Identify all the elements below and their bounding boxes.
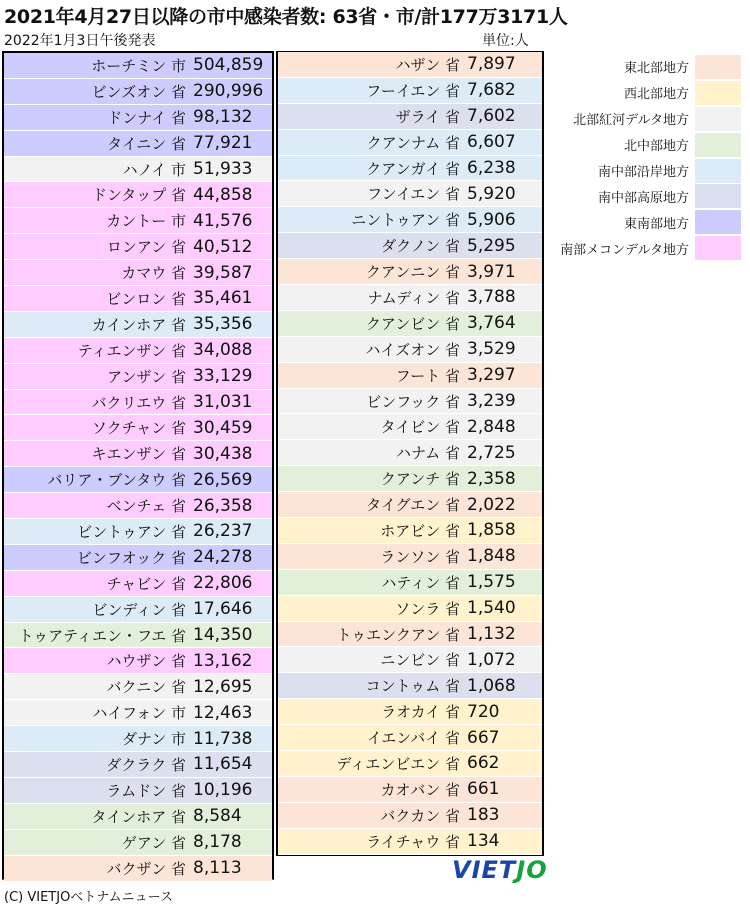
table-row [4, 105, 272, 131]
legend-item [552, 158, 748, 184]
table-row [4, 830, 272, 856]
table-row [278, 181, 542, 207]
case-count: 17,646 [193, 599, 253, 620]
province-name: ドンナイ 省 [107, 108, 186, 127]
province-name: フート 省 [395, 366, 460, 385]
province-name: ナムディン 省 [367, 288, 460, 307]
case-count: 6,607 [467, 132, 516, 153]
table-column-left [2, 51, 274, 880]
legend-item [552, 54, 748, 80]
province-name: ハノイ 市 [122, 160, 186, 179]
table-column-right [276, 51, 544, 856]
table-row [4, 157, 272, 183]
province-name: ホアビン 省 [380, 521, 460, 540]
province-name: ホーチミン 市 [91, 56, 186, 75]
province-name: ランソン 省 [380, 547, 460, 566]
table-row [278, 414, 542, 440]
province-name: クアンチ 省 [380, 470, 460, 489]
province-name: バリア・ブンタウ 省 [47, 471, 186, 490]
table-row [278, 699, 542, 725]
case-count: 134 [467, 831, 500, 852]
table-row [4, 545, 272, 571]
case-count: 44,858 [193, 184, 253, 205]
table-row [278, 570, 542, 596]
table-row [4, 752, 272, 778]
table-row [4, 53, 272, 79]
table-row [4, 441, 272, 467]
province-name: ハザン 省 [395, 55, 460, 74]
case-count: 51,933 [193, 159, 253, 179]
province-name: ビンロン 省 [106, 289, 186, 308]
table-row [278, 725, 542, 751]
table-row [278, 622, 542, 648]
province-name: ダクラク 省 [106, 755, 186, 774]
province-name: ソンラ 省 [395, 599, 460, 618]
case-count: 1,072 [467, 649, 516, 670]
table-row [4, 519, 272, 545]
case-count: 183 [467, 805, 500, 826]
legend-swatch [695, 159, 741, 183]
province-name: トゥエンクアン 省 [336, 625, 460, 644]
case-count: 5,920 [467, 183, 516, 204]
case-count: 39,587 [193, 262, 253, 283]
table-row [4, 79, 272, 105]
table-row [278, 544, 542, 570]
table-row [4, 260, 272, 286]
legend-item [552, 209, 748, 235]
case-count: 2,848 [467, 416, 516, 437]
table-row [4, 131, 272, 157]
table-row [4, 674, 272, 700]
case-count: 661 [467, 779, 500, 800]
case-count: 720 [467, 701, 500, 722]
case-count: 1,858 [467, 520, 516, 541]
table-row [278, 518, 542, 544]
case-count: 26,569 [193, 469, 253, 490]
province-name: チャビン 省 [106, 574, 186, 593]
case-count: 290,996 [193, 81, 264, 102]
province-name: バクザン 省 [106, 859, 186, 878]
province-name: ビンフオック 省 [76, 548, 186, 567]
case-count: 40,512 [193, 236, 253, 257]
case-count: 5,295 [467, 235, 516, 256]
legend-swatch [695, 236, 741, 260]
case-count: 14,350 [193, 625, 253, 646]
province-name: ラオカイ 省 [381, 703, 460, 722]
table-row [278, 130, 542, 156]
province-name: ビンディン 省 [92, 600, 186, 619]
case-count: 1,575 [467, 572, 516, 593]
case-count: 3,788 [467, 287, 516, 308]
logo-part-jo: JO [516, 856, 548, 884]
case-count: 3,297 [467, 365, 516, 386]
table-row [278, 207, 542, 233]
province-name: ベンチェ 省 [106, 497, 186, 516]
province-name: バクカン 省 [380, 806, 460, 825]
province-name: バクニン 省 [106, 678, 186, 697]
legend-label: 東北部地方 [623, 61, 689, 77]
case-count: 7,602 [467, 106, 516, 127]
case-count: 3,764 [467, 313, 516, 334]
table-row [4, 364, 272, 390]
table-row [278, 777, 542, 803]
case-count: 12,463 [193, 702, 253, 723]
legend-label: 北中部地方 [623, 139, 689, 155]
province-name: アンザン 省 [107, 367, 186, 386]
case-count: 3,529 [467, 339, 516, 360]
table-row [4, 286, 272, 312]
table-row [4, 648, 272, 674]
page-title: 2021年4月27日以降の市中感染者数: 63省・市/計177万3171人 [4, 6, 568, 28]
province-name: ハイフォン 市 [92, 704, 186, 723]
province-name: フーイエン 省 [366, 81, 460, 100]
legend-label: 南部メコンデルタ地方 [560, 242, 689, 258]
table-row [278, 492, 542, 518]
legend-swatch [695, 55, 741, 79]
case-count: 13,162 [193, 650, 253, 671]
case-count: 12,695 [193, 676, 253, 697]
province-name: ロンアン 省 [106, 238, 186, 257]
province-name: ディエンビエン 省 [336, 754, 460, 773]
province-name: ハナム 省 [395, 444, 460, 463]
table-row [278, 440, 542, 466]
vietjo-logo [452, 856, 548, 884]
province-name: ティエンザン 省 [77, 341, 186, 360]
unit-label: 単位:人 [482, 33, 529, 49]
table-row [278, 233, 542, 259]
case-count: 8,584 [193, 806, 242, 827]
table-row [4, 571, 272, 597]
case-count: 41,576 [193, 210, 253, 231]
case-count: 98,132 [193, 107, 253, 128]
legend-label: 西北部地方 [623, 87, 689, 103]
legend-item [552, 183, 748, 209]
case-count: 30,459 [193, 417, 253, 438]
province-name: トゥアティエン・フエ 省 [18, 626, 186, 645]
case-count: 31,031 [193, 392, 253, 413]
table-row [278, 673, 542, 699]
province-name: タイグエン 省 [366, 496, 460, 515]
province-name: ビンフック 省 [366, 392, 460, 411]
legend-item [552, 235, 748, 261]
legend-swatch [695, 107, 741, 131]
case-count: 7,897 [467, 54, 516, 75]
province-name: ラムドン 省 [106, 781, 186, 800]
province-name: バクリエウ 省 [91, 393, 186, 412]
case-count: 8,113 [193, 858, 242, 879]
table-row [4, 700, 272, 726]
province-name: タイニン 省 [107, 134, 186, 153]
case-count: 10,196 [193, 780, 253, 801]
case-count: 34,088 [193, 340, 253, 361]
case-count: 2,022 [467, 494, 516, 515]
table-row [278, 104, 542, 130]
table-row [278, 311, 542, 337]
province-name: カインホア 省 [91, 315, 186, 334]
case-count: 1,132 [467, 624, 516, 645]
case-count: 35,461 [193, 288, 253, 309]
province-name: ザライ 省 [395, 107, 460, 126]
legend-swatch [695, 184, 741, 208]
case-count: 26,237 [193, 521, 253, 542]
table-row [278, 466, 542, 492]
province-name: クアンニン 省 [365, 263, 460, 282]
province-name: タインホア 省 [91, 807, 186, 826]
province-name: イエンバイ 省 [366, 729, 460, 748]
province-name: ダクノン 省 [381, 237, 460, 256]
legend-label: 南中部沿岸地方 [597, 165, 689, 180]
case-count: 667 [467, 727, 500, 748]
legend-label: 東南部地方 [623, 216, 689, 232]
case-count: 1,848 [467, 546, 516, 567]
province-name: ハティン 省 [381, 573, 460, 592]
case-count: 26,358 [193, 495, 253, 516]
province-name: カオバン 省 [380, 780, 460, 799]
table-row [4, 338, 272, 364]
legend-label: 南中部高原地方 [597, 190, 689, 206]
table-row [278, 337, 542, 363]
table-row [4, 467, 272, 493]
province-name: ニンビン 省 [380, 651, 460, 670]
case-count: 35,356 [193, 314, 253, 335]
table-row [278, 389, 542, 415]
case-count: 1,068 [467, 675, 516, 696]
case-count: 2,725 [467, 442, 516, 463]
table-row [278, 363, 542, 389]
table-row [4, 726, 272, 752]
table-row [278, 647, 542, 673]
table-row [4, 856, 272, 882]
table-row [278, 285, 542, 311]
case-count: 6,238 [467, 158, 516, 178]
case-count: 30,438 [193, 443, 253, 464]
copyright-footer: (C) VIETJOベトナムニュース [4, 890, 174, 905]
table-row [4, 312, 272, 338]
province-name: クアンビン 省 [365, 314, 460, 333]
province-name: ライチャウ 省 [366, 832, 460, 851]
table-row [4, 804, 272, 830]
province-name: ドンタップ 省 [91, 186, 186, 205]
province-name: クアンナム 省 [366, 133, 460, 152]
province-name: ゲアン 省 [121, 833, 186, 852]
case-count: 8,178 [193, 832, 242, 853]
case-count: 11,654 [193, 754, 253, 775]
legend-item [552, 132, 748, 158]
legend-swatch [695, 81, 741, 105]
province-name: ビンズオン 省 [91, 82, 186, 101]
table-row [278, 52, 542, 78]
province-name: コントゥム 省 [365, 677, 460, 696]
table-row [4, 390, 272, 416]
table-row [4, 182, 272, 208]
case-count: 22,806 [193, 573, 253, 594]
legend-swatch [695, 210, 741, 234]
case-count: 11,738 [193, 728, 253, 749]
table-row [278, 596, 542, 622]
table-row [4, 234, 272, 260]
case-count: 504,859 [193, 55, 264, 76]
province-name: キエンザン 省 [91, 445, 186, 464]
region-legend [552, 54, 748, 261]
table-row [278, 751, 542, 777]
province-name: ハウザン 省 [106, 652, 186, 671]
table-row [4, 415, 272, 441]
case-count: 7,682 [467, 80, 516, 101]
announcement-date: 2022年1月3日午後発表 [4, 33, 156, 49]
legend-swatch [695, 133, 741, 157]
legend-label: 北部紅河デルタ地方 [573, 113, 689, 129]
case-count: 2,358 [467, 468, 516, 489]
logo-part-viet: VIET [452, 856, 517, 884]
table-row [278, 156, 542, 182]
case-count: 3,239 [467, 391, 516, 412]
table-row [278, 259, 542, 285]
province-name: クアンガイ 省 [366, 159, 460, 178]
table-row [4, 493, 272, 519]
table-row [4, 778, 272, 804]
province-name: カマウ 省 [121, 264, 186, 283]
province-name: フンイエン 省 [367, 185, 460, 204]
table-row [278, 803, 542, 829]
province-name: ダナン 市 [121, 730, 186, 749]
province-name: タイビン 省 [380, 418, 460, 437]
case-count: 5,906 [467, 209, 516, 230]
table-row [278, 78, 542, 104]
case-count: 33,129 [193, 366, 253, 387]
province-name: ソクチャン 省 [91, 419, 186, 438]
legend-item [552, 80, 748, 106]
province-name: ビントゥアン 省 [77, 522, 186, 541]
province-name: カントー 市 [106, 212, 186, 231]
province-name: ハイズオン 省 [365, 340, 460, 359]
case-count: 1,540 [467, 598, 516, 619]
case-count: 77,921 [193, 133, 253, 154]
table-row [4, 208, 272, 234]
case-count: 24,278 [193, 547, 253, 568]
table-row [4, 623, 272, 649]
table-row [4, 597, 272, 623]
case-count: 3,971 [467, 261, 516, 282]
case-count: 662 [467, 753, 500, 774]
table-row [278, 829, 542, 855]
province-name: ニントゥアン 省 [351, 211, 460, 230]
legend-item [552, 106, 748, 132]
